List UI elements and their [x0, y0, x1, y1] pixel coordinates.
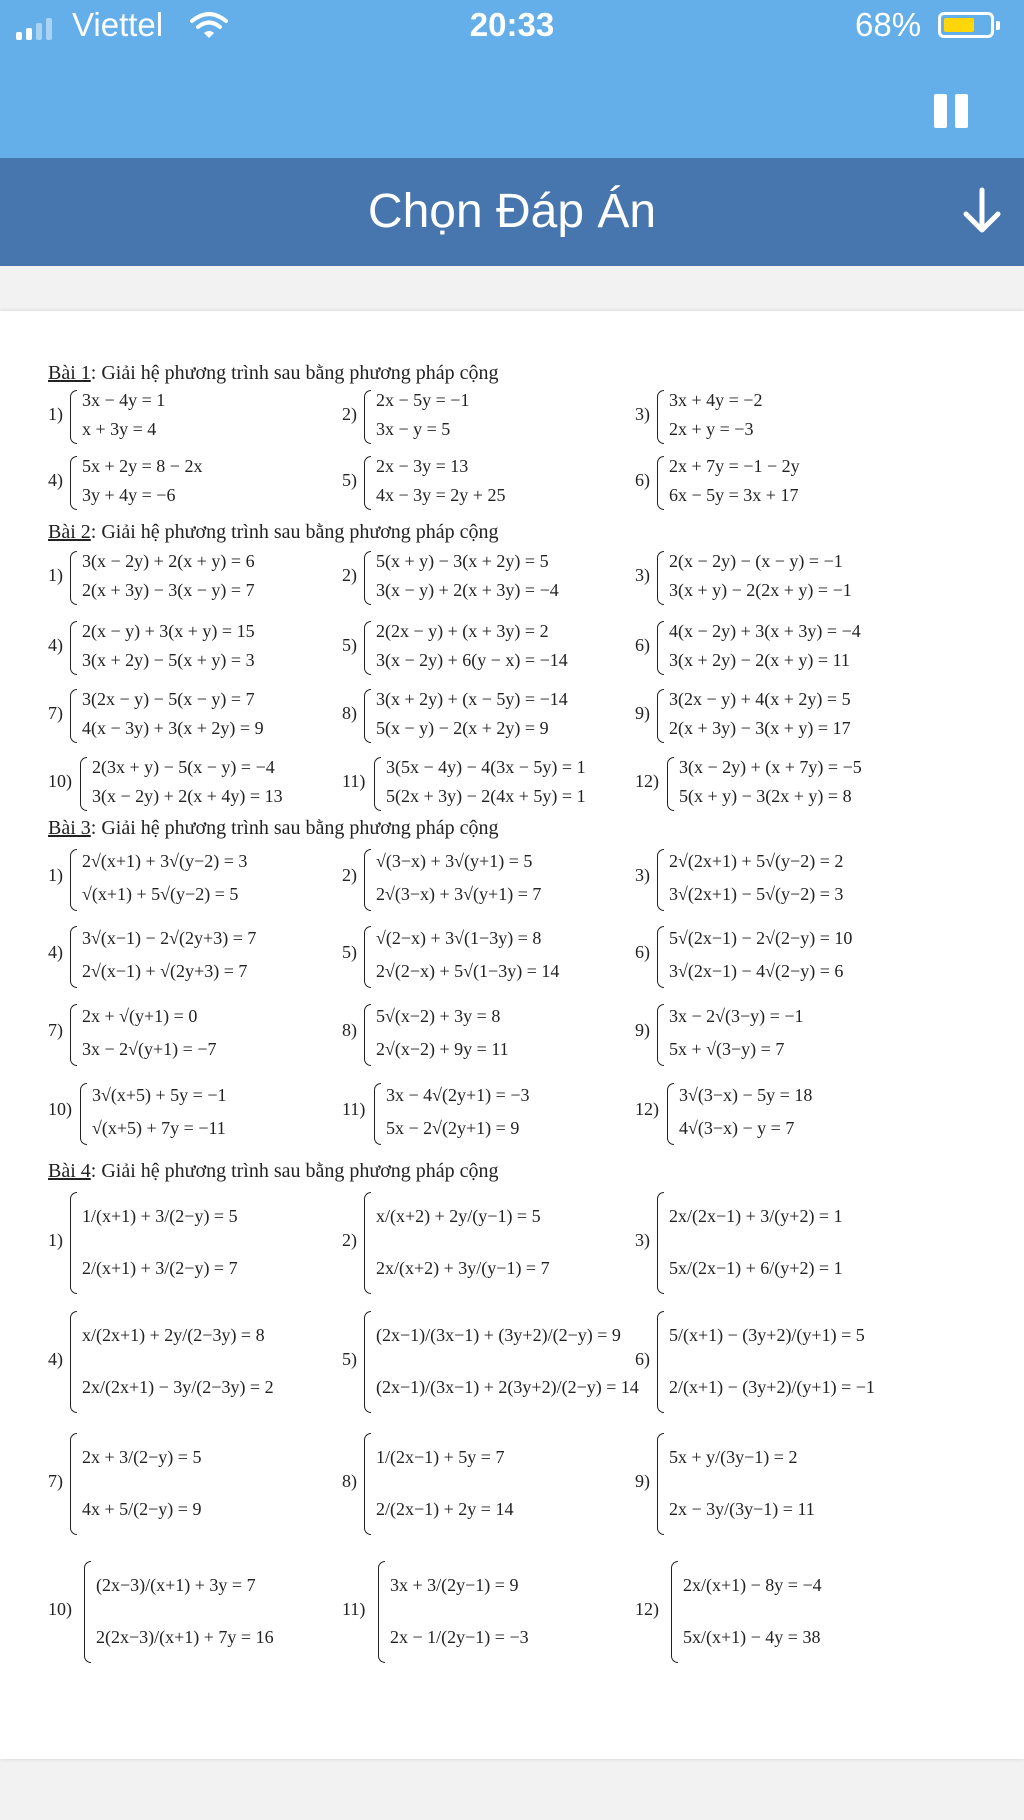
battery-icon	[938, 12, 994, 38]
section-heading: Bài 1: Giải hệ phương trình sau bằng phương pháp cộng	[48, 362, 499, 384]
clock: 20:33	[469, 6, 555, 43]
carrier-name: Viettel	[72, 6, 164, 43]
section-heading: Bài 3: Giải hệ phương trình sau bằng phương pháp cộng	[48, 817, 499, 839]
battery-percent: 68%	[855, 6, 922, 43]
arrow-down-icon[interactable]	[960, 186, 1004, 236]
section-heading: Bài 4: Giải hệ phương trình sau bằng phương pháp cộng	[48, 1160, 499, 1182]
pause-icon[interactable]	[934, 94, 972, 128]
page-title: Chọn Đáp Án	[367, 185, 657, 238]
section-heading: Bài 2: Giải hệ phương trình sau bằng phương pháp cộng	[48, 521, 499, 543]
worksheet-image: Bài 1: Giải hệ phương trình sau bằng phương pháp cộng 1) 3x − 4y = 1 x + 3y = 4 2) 2x − 5y = −1 3x − y = 5 3) 3x + 4y = −2 2x + y = −3 4) 5x + 2y = 8 − 2x 3y + 4y = −6 5) 2x − 3y = 13 4x − 3y = 2y + 25 6) 2x + 7y = −1 − 2y 6x − 5y = 3x + 17 Bài 2: Giải hệ phương trình sau bằng phương pháp cộng 1) 3(x − 2y) + 2(x + y) = 6 2(x + 3y) − 3(x − y) = 7 2) 5(x + y) − 3(x + 2y) = 5 3(x − y) + 2(x + 3y) = −4 3) 2(x − 2y) − (x − y) = −1 3(x + y) − 2(2x + y) = −1 4) 2(x − y) + 3(x + y) = 15 3(x + 2y) − 5(x + y) = 3 5) 2(2x − y) + (x + 3y) = 2 3(x − 2y) + 6(y − x) = −14 6) 4(x − 2y) + 3(x + 3y) = −4 3(x + 2y) − 2(x + y) = 11 7) 3(2x − y) − 5(x − y) = 7 4(x − 3y) + 3(x + 2y) = 9 8) 3(x + 2y) + (x − 5y) = −14 5(x − y) − 2(x + 2y) = 9 9) 3(2x − y) + 4(x + 2y) = 5 2(x + 3y) − 3(x + y) = 17 10) 2(3x + y) − 5(x − y) = −4 3(x − 2y) + 2(x + 4y) = 13 11) 3(5x − 4y) − 4(3x − 5y) = 1 5(2x + 3y) − 2(4x + 5y) = 1 12) 3(x − 2y) + (x + 7y) = −5 5(x + y) − 3(2x + y) = 8 Bài 3: Giải hệ phương trình sau bằng phương pháp cộng 1) 2√(x+1) + 3√(y−2) = 3 √(x+1) + 5√(y−2) = 5 2) √(3−x) + 3√(y+1) = 5 2√(3−x) + 3√(y+1) = 7 3) 2√(2x+1) + 5√(y−2) = 2 3√(2x+1) − 5√(y−2) = 3 4) 3√(x−1) − 2√(2y+3) = 7 2√(x−1) + √(2y+3) = 7 5) √(2−x) + 3√(1−3y) = 8 2√(2−x) + 5√(1−3y) = 14 6) 5√(2x−1) − 2√(2−y) = 10 3√(2x−1) − 4√(2−y) = 6 7) 2x + √(y+1) = 0 3x − 2√(y+1) = −7 8) 5√(x−2) + 3y = 8 2√(x−2) + 9y = 11 9) 3x − 2√(3−y) = −1 5x + √(3−y) = 7 10) 3√(x+5) + 5y = −1 √(x+5) + 7y = −11 11) 3x − 4√(2y+1) = −3 5x − 2√(2y+1) = 9 12) 3√(3−x) − 5y = 18 4√(3−x) − y = 7 Bài 4: Giải hệ phương trình sau bằng phương pháp cộng 1) 1/(x+1) + 3/(2−y) = 5 2/(x+1) + 3/(2−y) = 7 2) x/(x+2) + 2y/(y−1) = 5 2x/(x+2) + 3y/(y−1) = 7 3) 2x/(2x−1) + 3/(y+2) = 1 5x/(2x−1) + 6/(y+2) = 1 4) x/(2x+1) + 2y/(2−3y) = 8 2x/(2x+1) − 3y/(2−3y) = 2 5) (2x−1)/(3x−1) + (3y+2)/(2−y) = 9 (2x−1)/(3x−1) + 2(3y+2)/(2−y) = 14 6) 5/(x+1) − (3y+2)/(y+1) = 5 2/(x+1) − (3y+2)/(y+1) = −1 7) 2x + 3/(2−y) = 5 4x + 5/(2−y) = 9 8) 1/(2x−1) + 5y = 7 2/(2x−1) + 2y = 14 9) 5x + y/(3y−1) = 2 2x − 3y/(3y−1) = 11 10) (2x−3)/(x+1) + 3y = 7 2(2x−3)/(x+1) + 7y = 16 11) 3x + 3/(2y−1) = 9 2x − 1/(2y−1) = −3 12) 2x/(x+1) − 8y = −4 5x/(x+1) − 4y = 38	[0, 311, 1024, 1759]
status-bar	[0, 0, 1024, 158]
app-header	[0, 158, 1024, 266]
